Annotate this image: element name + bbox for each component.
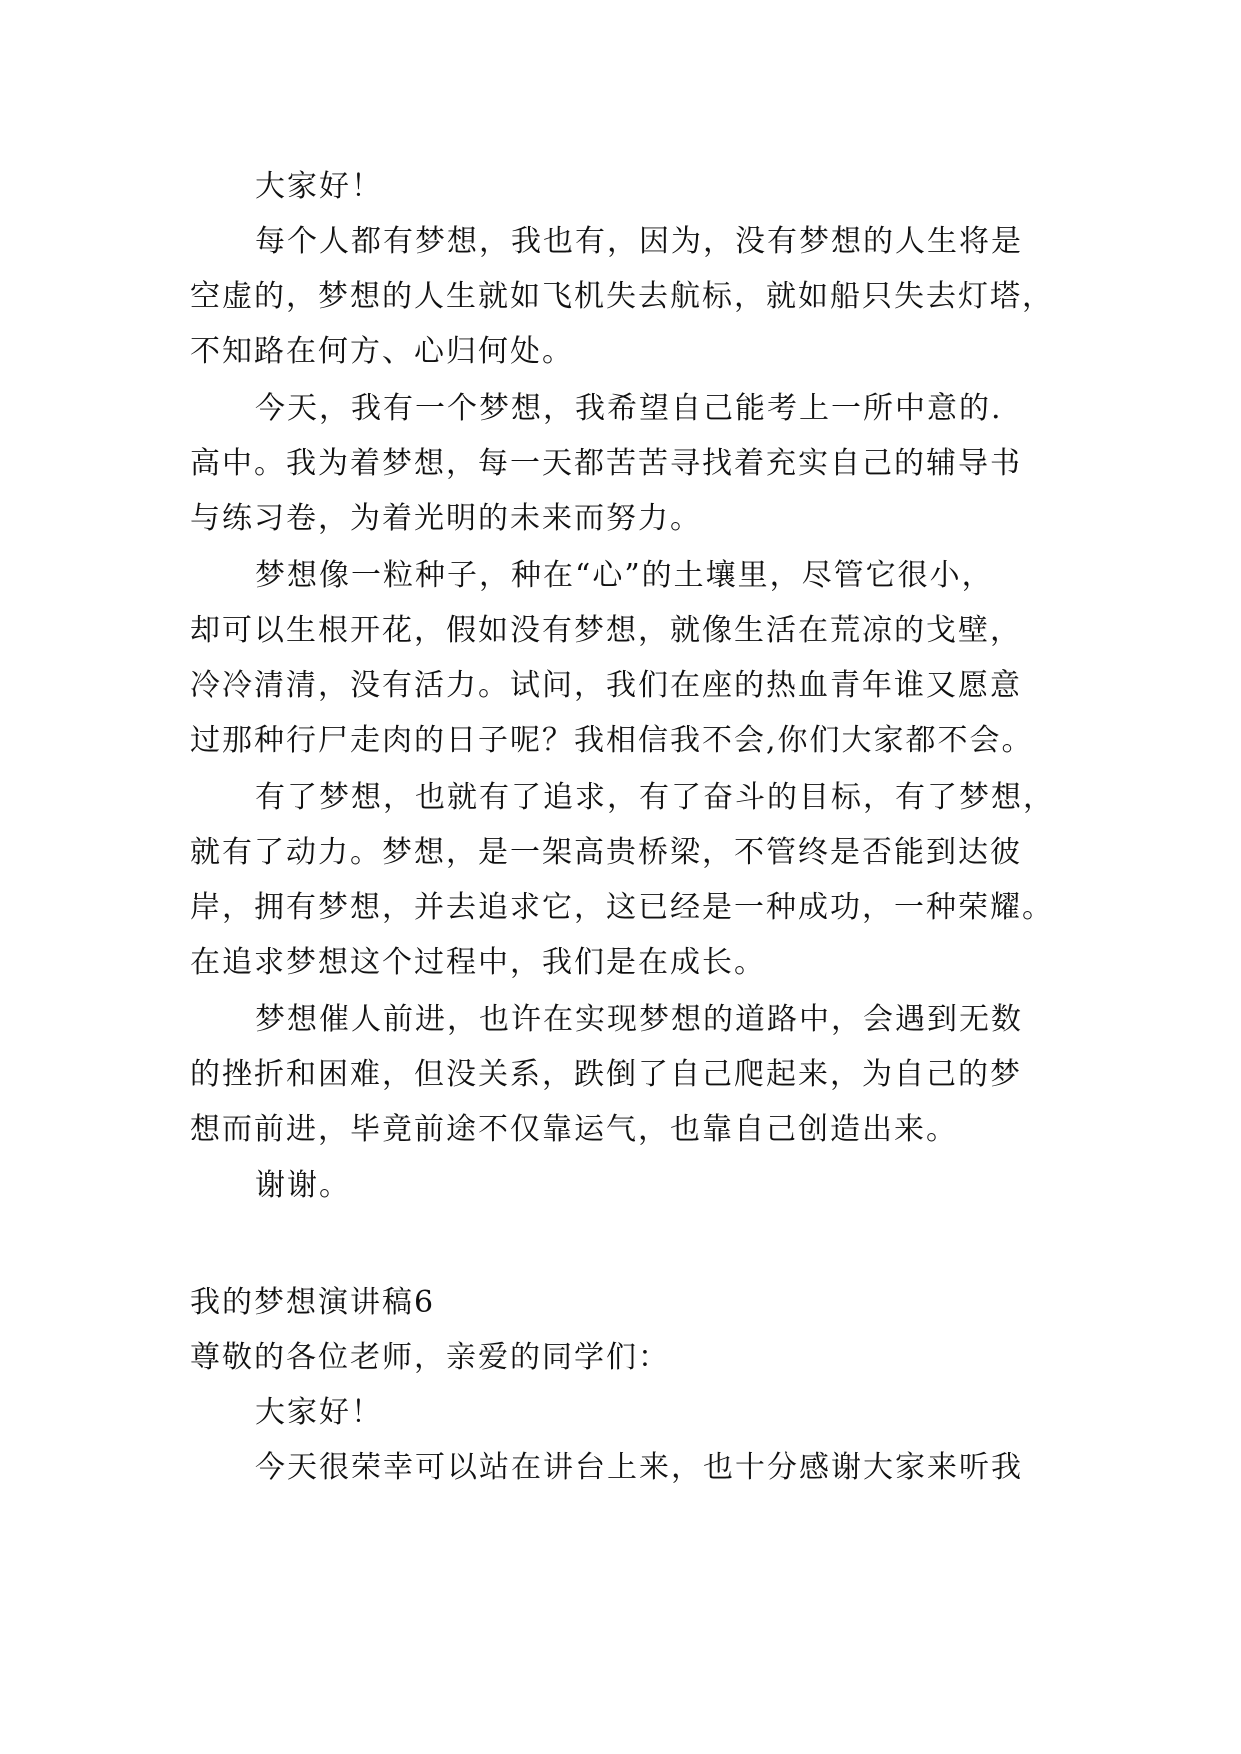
thanks-line: 谢谢。 bbox=[255, 1168, 351, 1203]
paragraph-1-line-3: 不知路在何方、心归何处。 bbox=[190, 334, 574, 369]
paragraph-3-line-4: 过那种行尸走肉的日子呢？我相信我不会,你们大家都不会。 bbox=[190, 723, 1034, 758]
paragraph-6-line-1: 今天很荣幸可以站在讲台上来，也十分感谢大家来听我 bbox=[255, 1450, 1023, 1485]
paragraph-1-line-1: 每个人都有梦想，我也有，因为，没有梦想的人生将是 bbox=[255, 224, 1023, 259]
paragraph-3-line-1: 梦想像一粒种子，种在“心”的土壤里，尽管它很小， bbox=[255, 558, 994, 593]
greeting-line: 大家好！ bbox=[255, 169, 383, 204]
paragraph-5-line-1: 梦想催人前进，也许在实现梦想的道路中，会遇到无数 bbox=[255, 1002, 1023, 1037]
paragraph-5-line-2: 的挫折和困难，但没关系，跌倒了自己爬起来，为自己的梦 bbox=[190, 1057, 1022, 1092]
paragraph-4-line-1: 有了梦想，也就有了追求，有了奋斗的目标，有了梦想， bbox=[255, 780, 1055, 815]
paragraph-4-line-3: 岸，拥有梦想，并去追求它，这已经是一种成功，一种荣耀。 bbox=[190, 890, 1054, 925]
paragraph-3-line-2: 却可以生根开花，假如没有梦想，就像生活在荒凉的戈壁， bbox=[190, 613, 1022, 648]
paragraph-2-line-3: 与练习卷，为着光明的未来而努力。 bbox=[190, 501, 702, 536]
paragraph-2-line-2: 高中。我为着梦想，每一天都苦苦寻找着充实自己的辅导书 bbox=[190, 446, 1022, 481]
paragraph-2-line-1: 今天，我有一个梦想，我希望自己能考上一所中意的. bbox=[255, 391, 1003, 426]
paragraph-4-line-4: 在追求梦想这个过程中，我们是在成长。 bbox=[190, 945, 766, 980]
paragraph-1-line-2: 空虚的，梦想的人生就如飞机失去航标，就如船只失去灯塔， bbox=[190, 279, 1054, 314]
paragraph-4-line-2: 就有了动力。梦想，是一架高贵桥梁，不管终是否能到达彼 bbox=[190, 835, 1022, 870]
greeting-line-2: 大家好！ bbox=[255, 1395, 383, 1430]
salutation-line: 尊敬的各位老师，亲爱的同学们： bbox=[190, 1340, 670, 1375]
paragraph-3-line-3: 冷冷清清，没有活力。试问，我们在座的热血青年谁又愿意 bbox=[190, 668, 1022, 703]
paragraph-5-line-3: 想而前进，毕竟前途不仅靠运气，也靠自己创造出来。 bbox=[190, 1112, 958, 1147]
section-title: 我的梦想演讲稿6 bbox=[190, 1285, 436, 1320]
